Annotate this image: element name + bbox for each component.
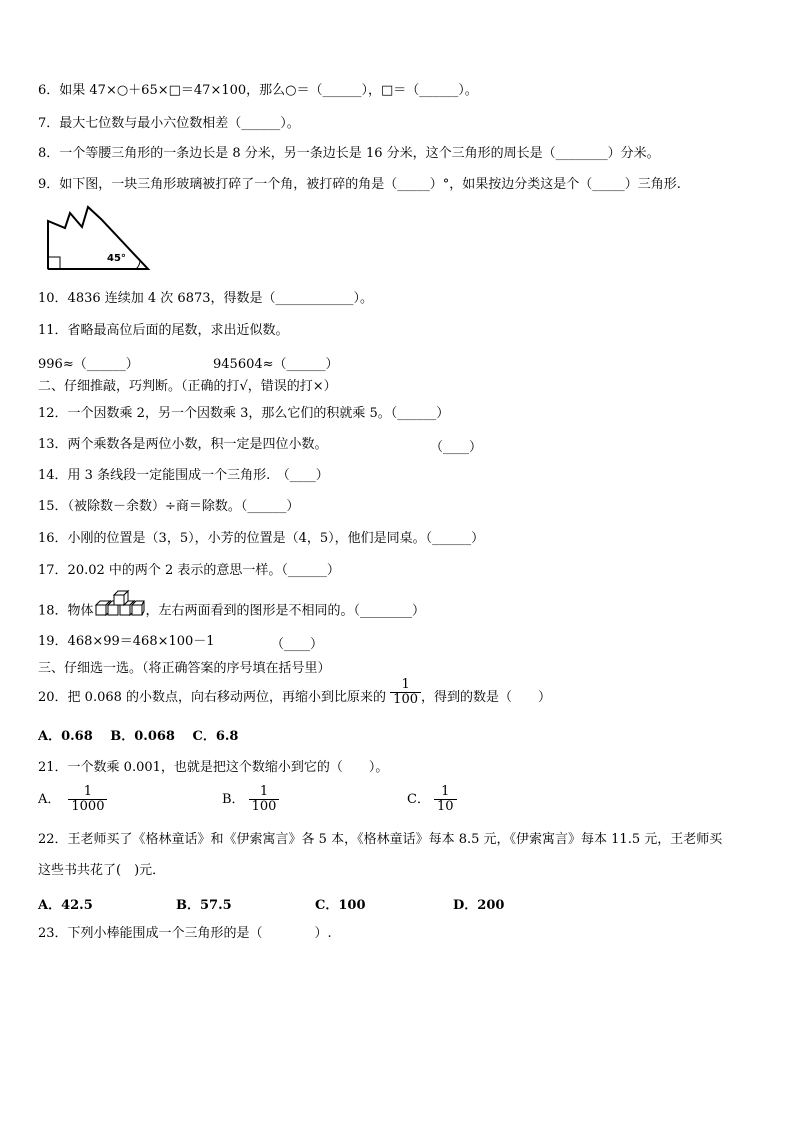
question-21-option-a: A． $\frac{1}{1000}$	[38, 785, 107, 814]
question-8: 8．一个等腰三角形的一条边长是 8 分米，另一条边长是 16 分米，这个三角形的周长是（________）分米。	[38, 146, 660, 161]
question-21-option-b: B． $\frac{1}{100}$	[222, 785, 279, 814]
question-11: 11．省略最高位后面的尾数，求出近似数。	[38, 323, 289, 338]
question-10: 10．4836 连续加 4 次 6873，得数是（____________）。	[38, 291, 374, 306]
section-3-heading: 三、仔细选一选。（将正确答案的序号填在括号里）	[38, 661, 331, 676]
question-22-option-d: D．200	[453, 898, 505, 913]
cube-stack-figure	[94, 597, 146, 625]
question-18-suffix: ，左右两面看到的图形是不相同的。（________）	[145, 603, 426, 619]
question-6: 6．如果 47×○＋65×□＝47×100，那么○＝（______），□＝（______）。	[38, 83, 478, 98]
question-13-blank: （____）	[430, 440, 483, 455]
question-18	[38, 597, 425, 625]
question-18-prefix: 18．物体	[38, 603, 94, 619]
question-20-options: A．0.68 B．0.068 C．6.8	[38, 729, 239, 744]
question-22-line-1: 22．王老师买了《格林童话》和《伊索寓言》各 5 本，《格林童话》每本 8.5 元，《伊索寓言》每本 11.5 元，王老师买	[38, 832, 723, 847]
question-20-prefix: 20．把 0.068 的小数点，向右移动两位，再缩小到比原来的	[38, 690, 387, 705]
question-16: 16．小刚的位置是（3，5），小芳的位置是（4，5），他们是同桌。（______）	[38, 531, 485, 546]
question-20-suffix: ，得到的数是（ ）	[421, 690, 552, 705]
question-19: 19．468×99＝468×100－1	[38, 634, 215, 649]
fraction-one-hundredth: $\frac{1}{100}$	[390, 678, 421, 707]
question-22-option-c: C．100	[315, 898, 366, 913]
question-20	[38, 677, 552, 707]
question-21-option-c: C． $\frac{1}{10}$	[407, 785, 457, 814]
question-11-part-a: 996≈（______）	[38, 357, 139, 372]
question-21: 21．一个数乘 0.001，也就是把这个数缩小到它的（ ）。	[38, 760, 389, 775]
question-13: 13．两个乘数各是两位小数，积一定是四位小数。	[38, 437, 328, 452]
question-11-part-b: 945604≈（______）	[213, 357, 339, 372]
question-12: 12．一个因数乘 2，另一个因数乘 3，那么它们的积就乘 5。（______）	[38, 406, 450, 421]
question-22-option-a: A．42.5	[38, 898, 93, 913]
question-7: 7．最大七位数与最小六位数相差（______）。	[38, 116, 300, 131]
section-2-heading: 二、仔细推敲，巧判断。（正确的打√，错误的打×）	[38, 379, 337, 394]
broken-triangle-figure	[45, 205, 155, 271]
angle-label: 45°	[107, 253, 126, 264]
question-22-option-b: B．57.5	[176, 898, 232, 913]
question-14: 14．用 3 条线段一定能围成一个三角形. （____）	[38, 468, 329, 483]
question-17: 17．20.02 中的两个 2 表示的意思一样。（______）	[38, 563, 340, 578]
question-23: 23．下列小棒能围成一个三角形的是（ ）.	[38, 926, 332, 941]
question-19-blank: （____）	[271, 637, 324, 652]
question-22-line-2: 这些书共花了( )元．	[38, 863, 166, 878]
question-9: 9．如下图，一块三角形玻璃被打碎了一个角，被打碎的角是（_____）°，如果按边分类这是个（_____）三角形.	[38, 177, 681, 192]
question-15: 15．（被除数－余数）÷商＝除数。（______）	[38, 499, 300, 514]
